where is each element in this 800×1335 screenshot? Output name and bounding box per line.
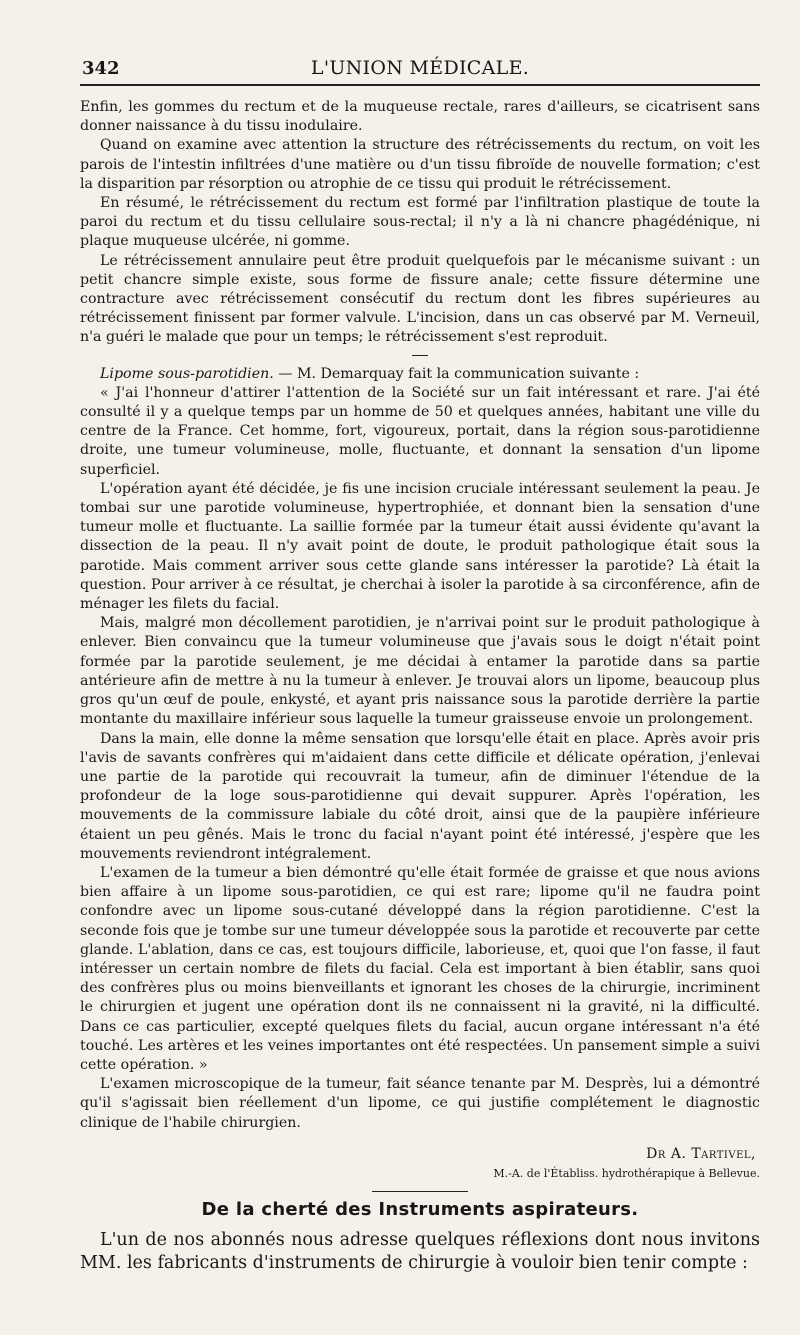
running-header (80, 50, 760, 84)
author-signature: Dr A. Tartivel, (646, 1145, 756, 1162)
paragraph: « J'ai l'honneur d'attirer l'attention de la Société sur un fait intéressant et rare. J'ai été consulté il y a quelque temps par un homme de 50 et quelques années, habitant une ville du centre de la France. Cet homme, fort, vigoureux, portait, dans la région sous-parotidienne droite, une tumeur volumineuse, molle, fluctuante, et donnant la sensation d'un lipome superficiel. (80, 384, 760, 478)
paragraph: En résumé, le rétrécissement du rectum est formé par l'infiltration plastique de toute la paroi du rectum et du tissu cellulaire sous-rectal; il n'y a là ni chancre phagédénique, ni plaque muqueuse ulcérée, ni gomme. (80, 195, 760, 250)
paragraph: Enfin, les gommes du rectum et de la muqueuse rectale, rares d'ailleurs, se cicatrisent sans donner naissance à du tissu inodulaire. (80, 99, 760, 135)
author-affiliation: M.-A. de l'Établiss. hydrothérapique à Bellevue. (493, 1166, 760, 1180)
section-heading: De la cherté des Instruments aspirateurs. (201, 1198, 639, 1220)
journal-title: L'UNION MÉDICALE. (310, 57, 530, 79)
paragraph: Dans la main, elle donne la même sensation que lorsqu'elle était en place. Après avoir pris l'avis de savants confrères qui m'aidaient dans cette difficile et délicate opération, j'enlevai une partie de la parotide qui recouvrait la tumeur, afin de diminuer l'étendue de la profondeur de la loge sous-parotidienne qui devait suppurer. Après l'opération, les mouvements de la commissure labiale du côté droit, ainsi que de la paupière inférieure étaient un peu gênés. Mais le tronc du facial n'ayant point été intéressé, j'espère que les mouvements reviendront intégralement. (80, 730, 760, 862)
document-page (80, 0, 760, 1335)
paragraph: Mais, malgré mon décollement parotidien, je n'arrivai point sur le produit pathologique à enlever. Bien convaincu que la tumeur volumineuse que j'avais sous le doigt n'était point formée par la parotide seulement, je me décidai à entamer la parotide dans sa partie antérieure afin de mettre à nu la tumeur à enlever. Je trouvai alors un lipome, beaucoup plus gros qu'un œuf de poule, enkysté, et ayant pris naissance sous la parotide derrière la partie montante du maxillaire inférieur sous laquelle la tumeur graisseuse envoie un prolongement. (80, 615, 760, 728)
section-lead: L'un de nos abonnés nous adresse quelques réflexions dont nous invitons MM. les fabricants d'instruments de chirurgie à vouloir bien tenir compte : (80, 1229, 760, 1273)
paragraph: L'examen microscopique de la tumeur, fait séance tenante par M. Desprès, lui a démontré qu'il s'agissait bien réellement d'un lipome, ce qui justifie complétement le diagnostic clinique de l'habile chirurgien. (80, 1076, 760, 1131)
paragraph: Le rétrécissement annulaire peut être produit quelquefois par le mécanisme suivant : un petit chancre simple existe, sous forme de fissure anale; cette fissure détermine une contracture avec rétrécissement consécutif du rectum dont les fibres supérieures au rétrécissement finissent par former valvule. L'incision, dans un cas observé par M. Verneuil, n'a guéri le malade que pour un temps; le rétrécissement s'est reproduit. (80, 252, 760, 346)
article-body (80, 98, 760, 1275)
page-number: 342 (82, 58, 120, 79)
section-rule (372, 1191, 468, 1192)
paragraph: L'examen de la tumeur a bien démontré qu'elle était formée de graisse et que nous avions bien affaire à un lipome sous-parotidien, ce qui est rare; lipome qu'il ne faudra point confondre avec un lipome sous-cutané développé dans la région parotidienne. C'est la seconde fois que je tombe sur une tumeur développée sous la parotide et recouverte par cette glande. L'ablation, dans ce cas, est toujours difficile, laborieuse, et, quoi que l'on fasse, il faut intéresser un certain nombre de filets du facial. Cela est important à bien établir, sans quoi des confrères plus ou moins bienveillants et ignorant les choses de la chirurgie, incriminent le chirurgien et jugent une opération dont ils ne connaissent ni la gravité, ni la difficulté. Dans ce cas particulier, excepté quelques filets du facial, aucun organe intéressant n'a été touché. Les artères et les veines importantes ont été respectées. Un pansement simple a suivi cette opération. » (80, 864, 760, 1073)
lipome-title: Lipome sous-parotidien. (100, 365, 274, 382)
paragraph: L'opération ayant été décidée, je fis une incision cruciale intéressant seulement la peau. Je tombai sur une parotide volumineuse, hypertrophiée, et donnant bien la sensation d'une tumeur molle et fluctuante. La saillie formée par la tumeur était aussi évidente qu'avant la dissection de la peau. Il n'y avait point de doute, le produit pathologique était sous la parotide. Mais comment arriver sous cette glande sans intéresser la parotide? Là était la question. Pour arriver à ce résultat, je cherchai à isoler la parotide à sa circonférence, afin de ménager les filets du facial. (80, 480, 760, 613)
section-separator (412, 355, 428, 356)
header-rule (80, 84, 760, 86)
lipome-intro (80, 365, 760, 384)
paragraph: Quand on examine avec attention la structure des rétrécissements du rectum, on voit les parois de l'intestin infiltrées d'une matière ou d'un tissu fibroïde de nouvelle formation; c'est la disparition par résorption ou atrophie de ce tissu qui produit le rétrécissement. (80, 137, 760, 192)
lipome-intro-text: — M. Demarquay fait la communication suivante : (273, 365, 640, 382)
